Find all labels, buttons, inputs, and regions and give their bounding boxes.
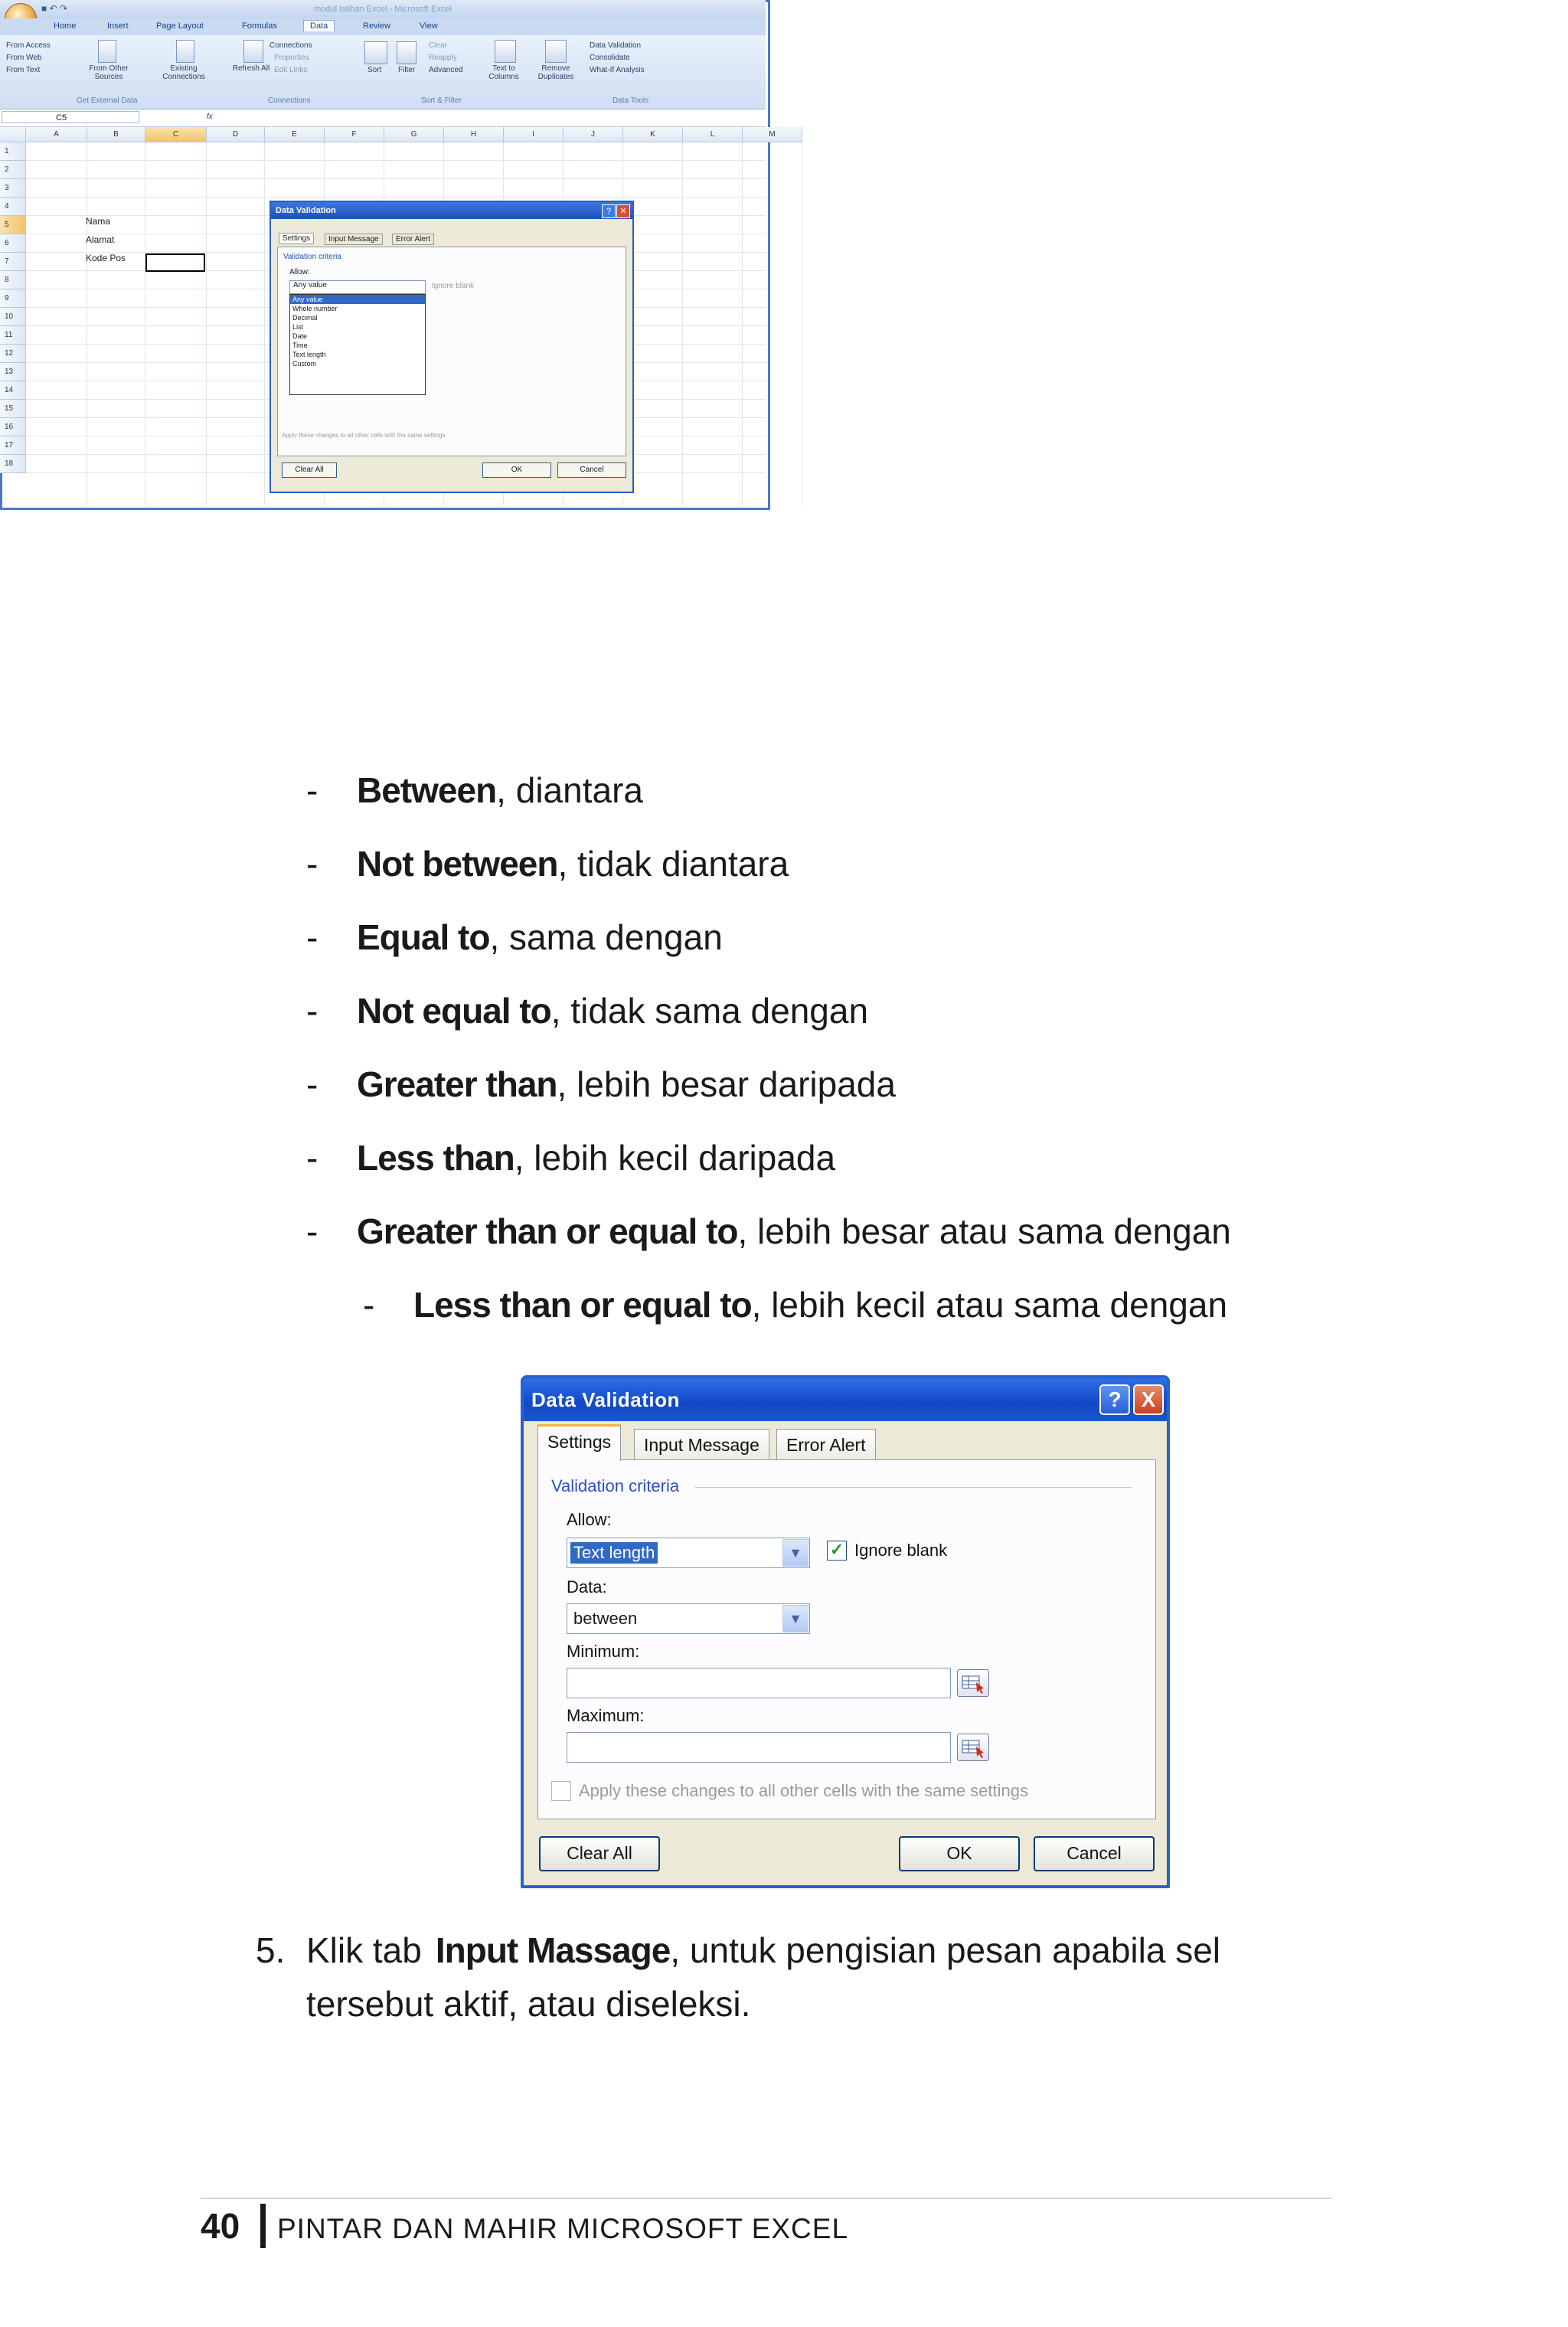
allow-option[interactable]: Text length [292, 351, 326, 358]
list-bullet: - [306, 770, 318, 810]
row-header[interactable]: 5 [0, 216, 26, 234]
ok-button[interactable]: OK [482, 462, 551, 478]
filter-icon [397, 41, 416, 64]
from-text-button[interactable]: From Text [6, 66, 41, 74]
list-desc: , lebih besar atau sama dengan [737, 1211, 1231, 1251]
apply-all-checkbox[interactable] [551, 1781, 571, 1801]
list-item-text [357, 916, 723, 959]
allow-option[interactable]: Whole number [292, 305, 338, 312]
list-term: Between [357, 770, 497, 810]
settings-tab-panel [537, 1459, 1156, 1819]
existing-connections-button[interactable]: Existing Connections [162, 64, 205, 81]
ok-button[interactable]: OK [899, 1836, 1020, 1871]
what-if-analysis-button[interactable]: What-If Analysis [590, 66, 645, 74]
list-desc: , sama dengan [489, 917, 723, 957]
chevron-down-icon[interactable]: ▼ [782, 1539, 808, 1567]
ignore-blank-checkbox[interactable]: Ignore blank [432, 282, 475, 290]
row-header[interactable]: 6 [0, 234, 26, 253]
close-icon[interactable]: ✕ [616, 204, 630, 218]
properties-button[interactable]: Properties [274, 54, 309, 62]
edit-links-button[interactable]: Edit Links [274, 66, 308, 74]
consolidate-button[interactable]: Consolidate [590, 54, 630, 62]
excel-title-bar [0, 0, 766, 18]
page-number: 40 [201, 2206, 240, 2246]
cancel-button[interactable]: Cancel [1034, 1836, 1155, 1871]
grid-line [26, 178, 766, 179]
clear-button[interactable]: Clear [429, 41, 447, 50]
text-to-columns-icon [495, 40, 516, 63]
tab-formulas[interactable]: Formulas [242, 21, 277, 31]
apply-all-label: Apply these changes to all other cells with the same settings [579, 1781, 1028, 1800]
allow-option[interactable]: Date [292, 332, 308, 340]
tab-view[interactable]: View [420, 21, 438, 31]
row-header[interactable]: 14 [0, 381, 26, 400]
step-line-1 [306, 1930, 1332, 1971]
dialog-title: Data Validation [276, 206, 336, 215]
data-label: Data: [567, 1577, 607, 1597]
group-get-external-data: Get External Data [77, 96, 138, 105]
list-item-text [357, 769, 643, 812]
list-bullet: - [306, 1211, 318, 1251]
row-header[interactable]: 13 [0, 363, 26, 381]
data-validation-dialog-small [270, 201, 634, 493]
allow-label: Allow: [567, 1510, 612, 1529]
cancel-button[interactable]: Cancel [557, 462, 626, 478]
book-title: PINTAR DAN MAHIR MICROSOFT EXCEL [277, 2213, 849, 2244]
data-combo-value: between [573, 1609, 638, 1628]
clear-all-button[interactable]: Clear All [539, 1836, 660, 1871]
tab-settings[interactable]: Settings [279, 233, 314, 244]
row-header[interactable]: 10 [0, 308, 26, 326]
column-header[interactable]: L [683, 127, 743, 142]
row-header[interactable]: 1 [0, 142, 26, 161]
minimum-input[interactable] [567, 1668, 951, 1698]
range-select-icon[interactable] [957, 1669, 989, 1697]
range-select-icon[interactable] [957, 1734, 989, 1761]
allow-dropdown-list [289, 294, 426, 395]
allow-combo[interactable] [289, 280, 426, 294]
footer-divider [201, 2198, 1332, 2199]
row-header[interactable]: 11 [0, 326, 26, 345]
advanced-button[interactable]: Advanced [429, 66, 463, 74]
column-header[interactable]: G [384, 127, 444, 142]
tab-input-message[interactable]: Input Message [325, 234, 383, 245]
name-box[interactable]: C5 [2, 111, 139, 123]
list-term: Not between [357, 844, 558, 884]
from-other-sources-icon [98, 40, 116, 63]
filter-button[interactable]: Filter [398, 66, 416, 74]
excel-screenshot [0, 0, 776, 510]
allow-label: Allow: [289, 268, 310, 276]
list-bullet: - [306, 844, 318, 884]
list-desc: , lebih kecil daripada [514, 1138, 836, 1178]
allow-option[interactable]: Custom [292, 360, 317, 368]
row-header[interactable]: 9 [0, 289, 26, 308]
tab-error-alert[interactable]: Error Alert [776, 1429, 876, 1459]
list-desc: , diantara [496, 770, 643, 810]
column-header[interactable]: A [26, 127, 87, 142]
cell-b3[interactable]: Nama [86, 216, 111, 227]
list-desc: , lebih kecil atau sama dengan [751, 1285, 1228, 1325]
list-item-text [357, 842, 789, 885]
list-term: Greater than [357, 1064, 557, 1104]
ribbon [0, 35, 766, 109]
close-icon[interactable]: X [1133, 1384, 1164, 1415]
row-header[interactable]: 4 [0, 198, 26, 216]
maximum-label: Maximum: [567, 1706, 645, 1725]
tab-data[interactable]: Data [303, 20, 335, 31]
refresh-all-button[interactable]: Refresh All [232, 64, 270, 73]
list-bullet: - [306, 1064, 318, 1104]
tab-page-layout[interactable]: Page Layout [156, 21, 204, 31]
maximum-input[interactable] [567, 1732, 951, 1763]
remove-duplicates-icon [545, 40, 567, 63]
help-icon[interactable]: ? [1099, 1384, 1130, 1415]
sort-button[interactable]: Sort [368, 66, 382, 74]
select-all-corner[interactable] [0, 127, 26, 142]
ignore-blank-checkbox[interactable]: ✓ [827, 1541, 847, 1561]
from-access-button[interactable]: From Access [6, 41, 51, 50]
row-header[interactable]: 3 [0, 179, 26, 198]
help-icon[interactable]: ? [602, 204, 616, 218]
data-validation-button[interactable]: Data Validation [590, 41, 642, 50]
step-number: 5. [256, 1930, 286, 1970]
list-term: Greater than or equal to [357, 1211, 738, 1251]
step-prefix: Klik tab [306, 1930, 422, 1970]
text-to-columns-button[interactable]: Text to Columns [488, 64, 519, 81]
grid-line [26, 160, 766, 161]
column-header[interactable]: C [145, 127, 207, 142]
row-header[interactable]: 2 [0, 161, 26, 179]
minimum-label: Minimum: [567, 1642, 640, 1661]
row-header[interactable]: 18 [0, 455, 26, 473]
allow-combo-value: Any value [293, 281, 327, 289]
column-header[interactable]: J [564, 127, 623, 142]
formula-bar [0, 109, 766, 127]
list-desc: , lebih besar daripada [557, 1064, 896, 1104]
group-data-tools: Data Tools [612, 96, 649, 105]
column-header[interactable]: K [623, 127, 683, 142]
list-item-text [413, 1283, 1227, 1326]
sort-icon [364, 41, 387, 64]
connections-button[interactable]: Connections [270, 41, 312, 50]
row-header[interactable]: 17 [0, 436, 26, 455]
fx-icon[interactable]: fx [207, 113, 213, 121]
ribbon-tabs [0, 18, 766, 35]
list-bullet: - [306, 1138, 318, 1178]
allow-option[interactable]: Time [292, 342, 308, 349]
selected-cell-c5[interactable] [145, 253, 205, 272]
list-term: Not equal to [357, 991, 551, 1031]
grid-line [26, 197, 766, 198]
tab-review[interactable]: Review [363, 21, 391, 31]
step-bold-term: Input Massage [435, 1930, 671, 1970]
ignore-blank-label: Ignore blank [854, 1541, 948, 1560]
allow-combo-value: Text length [570, 1542, 658, 1564]
from-web-button[interactable]: From Web [6, 54, 42, 62]
group-sort-filter: Sort & Filter [421, 96, 462, 105]
row-header[interactable]: 12 [0, 345, 26, 363]
excel-window-title: modul latihan Excel - Microsoft Excel [314, 5, 452, 14]
list-item-text [357, 1136, 835, 1179]
row-header[interactable]: 16 [0, 418, 26, 436]
group-connections: Connections [268, 96, 311, 105]
existing-connections-icon [176, 40, 194, 63]
list-term: Less than [357, 1138, 514, 1178]
tab-settings[interactable]: Settings [537, 1424, 621, 1461]
allow-option[interactable]: Decimal [292, 314, 318, 322]
cell-b5[interactable]: Kode Pos [86, 253, 126, 263]
row-header[interactable]: 7 [0, 253, 26, 271]
validation-criteria-label: Validation criteria [551, 1476, 680, 1495]
column-header[interactable]: H [444, 127, 504, 142]
column-header[interactable]: M [743, 127, 770, 142]
quick-access-toolbar[interactable]: ■ ↶ ↷ [41, 3, 68, 14]
dialog-title-bar [524, 1378, 1167, 1421]
data-combo[interactable] [567, 1603, 810, 1634]
validation-criteria-label: Validation criteria [283, 253, 341, 261]
tab-input-message[interactable]: Input Message [634, 1429, 769, 1459]
column-header[interactable]: I [504, 127, 564, 142]
allow-combo[interactable] [567, 1538, 810, 1568]
refresh-icon [243, 40, 263, 63]
step-line-1-body [422, 1930, 1332, 1971]
column-header[interactable]: E [265, 127, 325, 142]
step-line-1-rest: , untuk pengisian pesan apabila sel [670, 1930, 1221, 1970]
allow-option[interactable]: List [292, 323, 304, 331]
column-header[interactable]: F [325, 127, 384, 142]
apply-all-checkbox[interactable]: Apply these changes to all other cells with the same settings [282, 432, 446, 439]
list-bullet: - [306, 991, 318, 1031]
step-line-2: tersebut aktif, atau diseleksi. [306, 1984, 751, 2024]
dialog-title-bar [271, 202, 632, 219]
column-header[interactable]: B [87, 127, 145, 142]
tab-insert[interactable]: Insert [107, 21, 129, 31]
cell-b4[interactable]: Alamat [86, 234, 115, 245]
remove-duplicates-button[interactable]: Remove Duplicates [537, 64, 574, 81]
tab-error-alert[interactable]: Error Alert [392, 234, 434, 245]
list-bullet: - [306, 917, 318, 957]
clear-all-button[interactable]: Clear All [282, 462, 337, 478]
list-term: Less than or equal to [413, 1285, 752, 1325]
list-item-text [357, 1210, 1231, 1253]
allow-option[interactable]: Any value [290, 295, 425, 304]
list-term: Equal to [357, 917, 490, 957]
list-item-text [357, 1063, 896, 1106]
row-header[interactable]: 8 [0, 271, 26, 289]
row-header[interactable]: 15 [0, 400, 26, 418]
list-item-text [357, 989, 868, 1032]
reapply-button[interactable]: Reapply [429, 54, 457, 62]
chevron-down-icon[interactable]: ▼ [782, 1605, 808, 1632]
footer-separator [260, 2204, 266, 2248]
tab-home[interactable]: Home [54, 21, 77, 31]
column-header[interactable]: D [207, 127, 265, 142]
dialog-title: Data Validation [531, 1388, 680, 1411]
list-bullet: - [363, 1285, 375, 1325]
from-other-sources-button[interactable]: From Other Sources [89, 64, 129, 81]
list-desc: , tidak sama dengan [550, 991, 869, 1031]
list-desc: , tidak diantara [557, 844, 789, 884]
data-validation-dialog [521, 1375, 1170, 1888]
criteria-divider [695, 1487, 1132, 1488]
